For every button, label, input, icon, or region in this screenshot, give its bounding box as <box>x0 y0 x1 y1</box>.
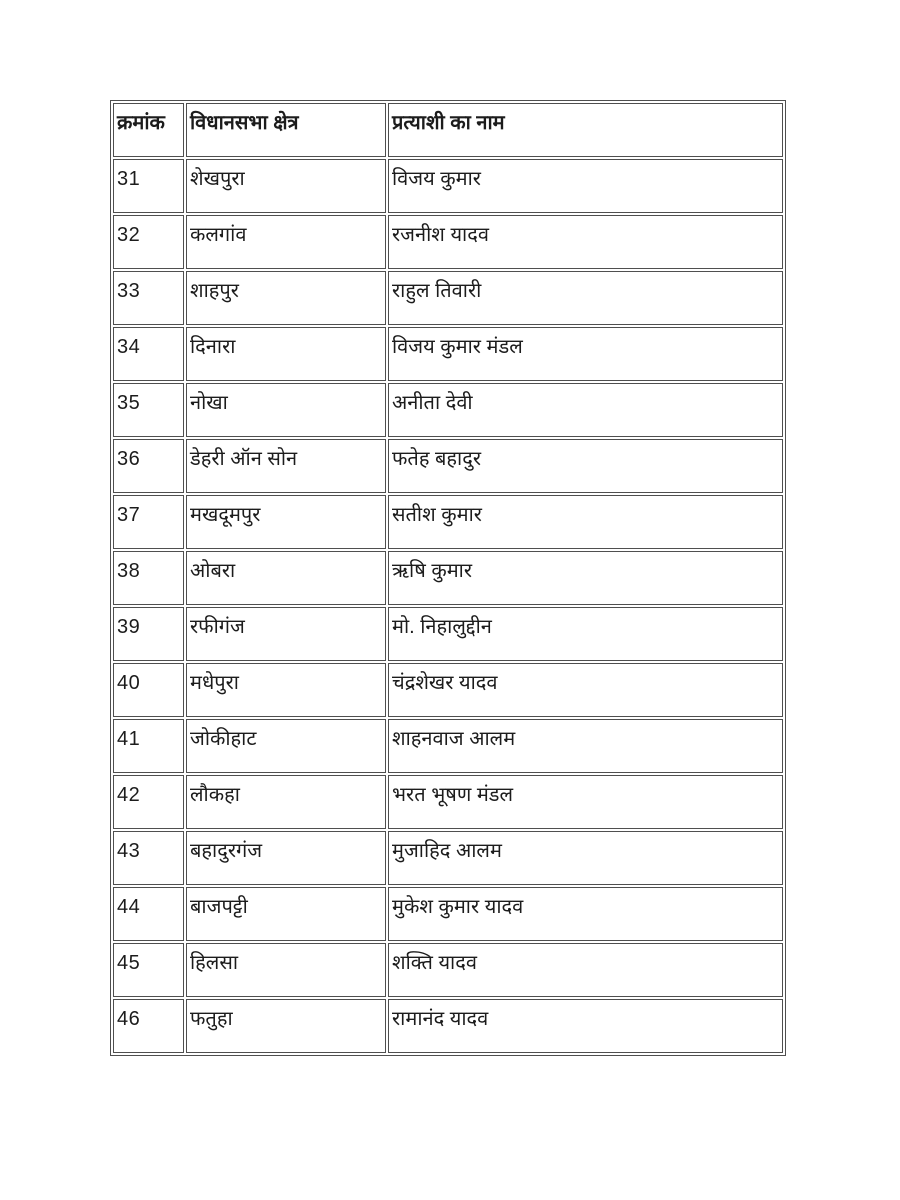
table-header-row <box>113 103 783 157</box>
col-header-candidate: प्रत्याशी का नाम <box>388 103 783 157</box>
constituency-cell: जोकीहाट <box>186 719 386 773</box>
col-header-constituency: विधानसभा क्षेत्र <box>186 103 386 157</box>
serial-cell: 31 <box>113 159 184 213</box>
candidate-cell: राहुल तिवारी <box>388 271 783 325</box>
serial-cell: 39 <box>113 607 184 661</box>
serial-cell: 34 <box>113 327 184 381</box>
table-row <box>113 663 783 717</box>
constituency-cell: फतुहा <box>186 999 386 1053</box>
table-row <box>113 607 783 661</box>
candidate-cell: मो. निहालुद्दीन <box>388 607 783 661</box>
serial-cell: 40 <box>113 663 184 717</box>
constituency-cell: कलगांव <box>186 215 386 269</box>
candidate-cell: भरत भूषण मंडल <box>388 775 783 829</box>
candidate-cell: विजय कुमार मंडल <box>388 327 783 381</box>
table-row <box>113 887 783 941</box>
serial-cell: 32 <box>113 215 184 269</box>
constituency-cell: हिलसा <box>186 943 386 997</box>
serial-cell: 35 <box>113 383 184 437</box>
table-row <box>113 271 783 325</box>
table-row <box>113 495 783 549</box>
constituency-cell: लौकहा <box>186 775 386 829</box>
table-row <box>113 719 783 773</box>
candidate-cell: मुजाहिद आलम <box>388 831 783 885</box>
candidate-cell: विजय कुमार <box>388 159 783 213</box>
constituency-cell: डेहरी ऑन सोन <box>186 439 386 493</box>
constituency-cell: मखदूमपुर <box>186 495 386 549</box>
candidates-table <box>110 100 786 1056</box>
table-row <box>113 327 783 381</box>
serial-cell: 36 <box>113 439 184 493</box>
constituency-cell: रफीगंज <box>186 607 386 661</box>
serial-cell: 44 <box>113 887 184 941</box>
table-row <box>113 551 783 605</box>
table-row <box>113 943 783 997</box>
table-row <box>113 999 783 1053</box>
col-header-serial: क्रमांक <box>113 103 184 157</box>
constituency-cell: दिनारा <box>186 327 386 381</box>
candidate-cell: मुकेश कुमार यादव <box>388 887 783 941</box>
serial-cell: 38 <box>113 551 184 605</box>
constituency-cell: मधेपुरा <box>186 663 386 717</box>
serial-cell: 42 <box>113 775 184 829</box>
table-row <box>113 215 783 269</box>
candidate-cell: शक्ति यादव <box>388 943 783 997</box>
constituency-cell: शेखपुरा <box>186 159 386 213</box>
constituency-cell: बाजपट्टी <box>186 887 386 941</box>
candidate-cell: सतीश कुमार <box>388 495 783 549</box>
table-row <box>113 775 783 829</box>
serial-cell: 46 <box>113 999 184 1053</box>
serial-cell: 33 <box>113 271 184 325</box>
candidate-cell: फतेह बहादुर <box>388 439 783 493</box>
candidate-cell: अनीता देवी <box>388 383 783 437</box>
table-row <box>113 159 783 213</box>
candidate-cell: शाहनवाज आलम <box>388 719 783 773</box>
candidate-cell: ऋषि कुमार <box>388 551 783 605</box>
candidate-cell: चंद्रशेखर यादव <box>388 663 783 717</box>
table-row <box>113 439 783 493</box>
constituency-cell: ओबरा <box>186 551 386 605</box>
candidate-cell: रामानंद यादव <box>388 999 783 1053</box>
candidate-cell: रजनीश यादव <box>388 215 783 269</box>
constituency-cell: बहादुरगंज <box>186 831 386 885</box>
serial-cell: 45 <box>113 943 184 997</box>
constituency-cell: नोखा <box>186 383 386 437</box>
table-row <box>113 831 783 885</box>
serial-cell: 41 <box>113 719 184 773</box>
serial-cell: 43 <box>113 831 184 885</box>
constituency-cell: शाहपुर <box>186 271 386 325</box>
serial-cell: 37 <box>113 495 184 549</box>
table-row <box>113 383 783 437</box>
